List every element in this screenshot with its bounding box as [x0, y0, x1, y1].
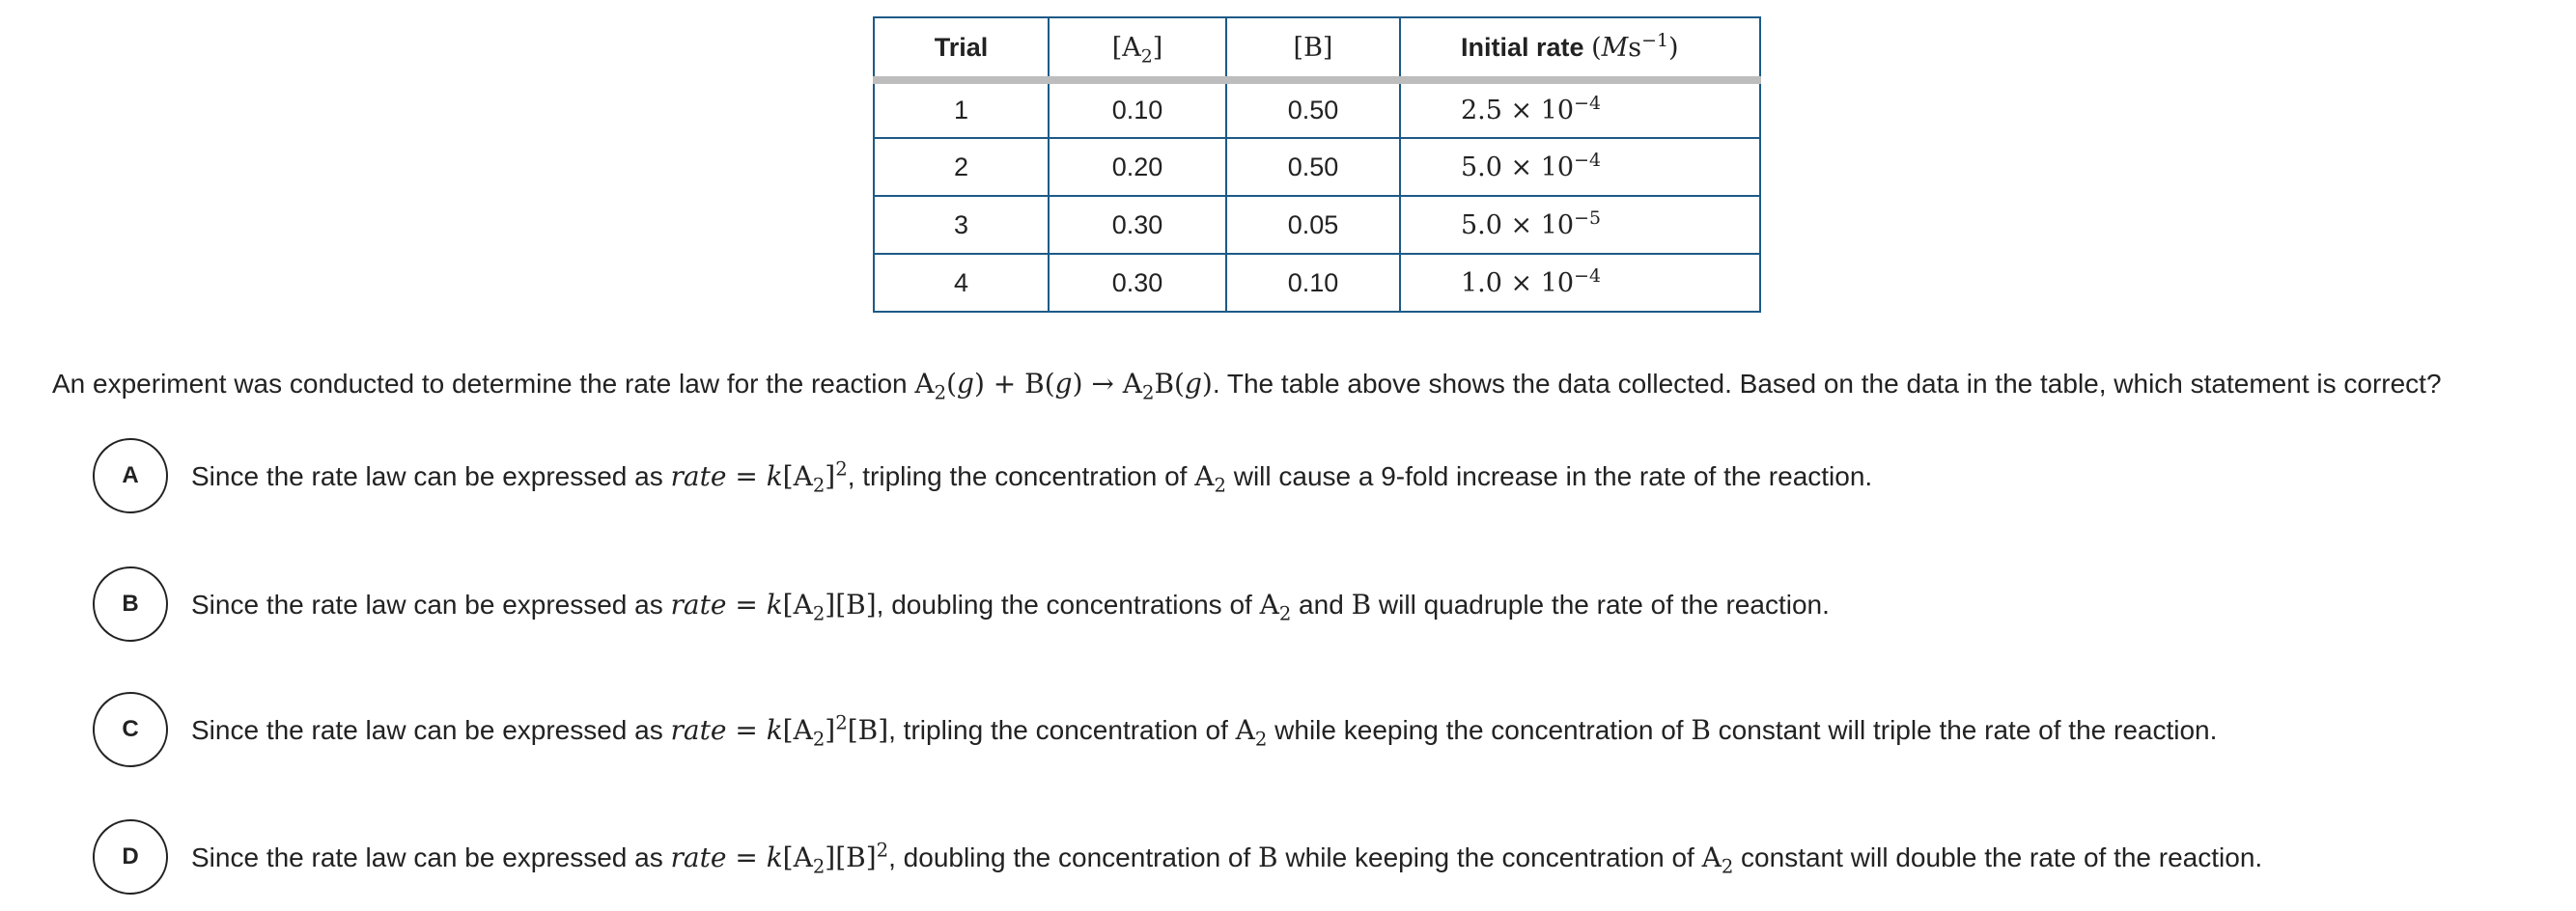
choice-d-letter-badge[interactable]: D [93, 819, 168, 895]
choice-text-segment: constant will double the rate of the reaction. [1733, 842, 2263, 872]
header-initial-rate-unit: $(Ms^{-1})$ [1591, 29, 1679, 63]
choice-b-text [191, 588, 1830, 625]
choice-text-segment: Since the rate law can be expressed as [191, 589, 671, 620]
choice-text-segment: while keeping the concentration of [1277, 842, 1702, 872]
species-a2: $A_2$ [1235, 713, 1268, 751]
rate-law-expression: rate = $k[A_2][B]^2$ [670, 839, 889, 878]
cell-b: 0.50 [1226, 138, 1400, 196]
cell-rate: $5.0 \times 10^{-5}$ [1400, 196, 1760, 254]
choice-b-letter-badge[interactable]: B [93, 566, 168, 642]
choice-c[interactable] [93, 689, 2217, 770]
cell-b: 0.10 [1226, 254, 1400, 312]
choice-c-text [191, 711, 2218, 751]
table-row [874, 254, 1760, 312]
rate-coefficient: 2.5 [1461, 96, 1502, 125]
rate-exponent: −4 [1574, 93, 1601, 114]
rate-law-expression: rate = $k[A_2]^2$ [670, 457, 848, 497]
cell-rate: $5.0 \times 10^{-4}$ [1400, 138, 1760, 196]
cell-rate: $1.0 \times 10^{-4}$ [1400, 254, 1760, 312]
header-a2-concentration: $[A_2]$ [1049, 17, 1226, 80]
cell-rate: $2.5 \times 10^{-4}$ [1400, 80, 1760, 138]
choice-d[interactable] [93, 816, 2262, 897]
choice-b[interactable] [93, 564, 1830, 645]
rate-coefficient: 5.0 [1461, 209, 1502, 240]
question-stem [52, 365, 2442, 403]
cell-b: 0.05 [1226, 196, 1400, 254]
choice-c-letter-badge[interactable]: C [93, 692, 168, 767]
cell-trial: 1 [874, 80, 1049, 138]
species-b: B [1691, 713, 1711, 746]
reaction-equation: $A_2(g) + B(g) \to A_2B(g)$ [914, 368, 1213, 404]
choice-a-letter-badge[interactable]: A [93, 438, 168, 513]
rate-exponent: −4 [1574, 149, 1601, 171]
rate-law-expression: rate = $k[A_2][B]$ [670, 588, 877, 625]
question-text-start: An experiment was conducted to determine the rate law for the reaction [52, 369, 915, 399]
header-trial: Trial [874, 17, 1049, 80]
cell-a2: 0.30 [1049, 254, 1226, 312]
header-initial-rate [1400, 17, 1760, 80]
cell-a2: 0.30 [1049, 196, 1226, 254]
choice-text-segment: , doubling the concentration of [888, 842, 1259, 872]
choice-a-text [191, 457, 1873, 497]
species-a2: $A_2$ [1194, 459, 1226, 497]
choice-text-segment: and [1291, 589, 1352, 620]
cell-trial: 3 [874, 196, 1049, 254]
rate-exponent: −5 [1574, 207, 1601, 229]
cell-a2: 0.10 [1049, 80, 1226, 138]
choice-text-segment: will quadruple the rate of the reaction. [1371, 589, 1830, 620]
choice-text-segment: constant will triple the rate of the reaction. [1710, 714, 2218, 745]
choice-text-segment: Since the rate law can be expressed as [191, 460, 671, 491]
cell-trial: 4 [874, 254, 1049, 312]
rate-exponent: −4 [1574, 264, 1601, 287]
header-initial-rate-label: Initial rate [1461, 32, 1584, 62]
cell-trial: 2 [874, 138, 1049, 196]
choice-a[interactable] [93, 435, 1872, 516]
rate-law-expression: rate = $k[A_2]^2[B]$ [670, 711, 889, 751]
choice-text-segment: , doubling the concentrations of [876, 589, 1260, 620]
species-b: B [1351, 588, 1372, 621]
species-b: B [1258, 841, 1278, 873]
rate-coefficient: 5.0 [1461, 152, 1502, 182]
choice-text-segment: will cause a 9-fold increase in the rate of the reaction. [1225, 460, 1873, 491]
table-header-row [874, 17, 1760, 80]
choice-text-segment: Since the rate law can be expressed as [191, 714, 671, 745]
question-text-end: . The table above shows the data collected. Based on the data in the table, which statement is correct? [1212, 369, 2442, 399]
header-b-concentration: [B] [1226, 17, 1400, 80]
species-a2: $A_2$ [1701, 841, 1734, 878]
cell-a2: 0.20 [1049, 138, 1226, 196]
rate-coefficient: 1.0 [1461, 267, 1502, 298]
choice-text-segment: while keeping the concentration of [1267, 714, 1692, 745]
rate-data-table [873, 16, 1761, 313]
table-row [874, 196, 1760, 254]
cell-b: 0.50 [1226, 80, 1400, 138]
choice-text-segment: Since the rate law can be expressed as [191, 842, 671, 872]
species-a2: $A_2$ [1259, 588, 1292, 625]
choice-text-segment: , tripling the concentration of [847, 460, 1195, 491]
choice-d-text [191, 839, 2263, 878]
choice-text-segment: , tripling the concentration of [888, 714, 1236, 745]
table-row [874, 80, 1760, 138]
table-row [874, 138, 1760, 196]
